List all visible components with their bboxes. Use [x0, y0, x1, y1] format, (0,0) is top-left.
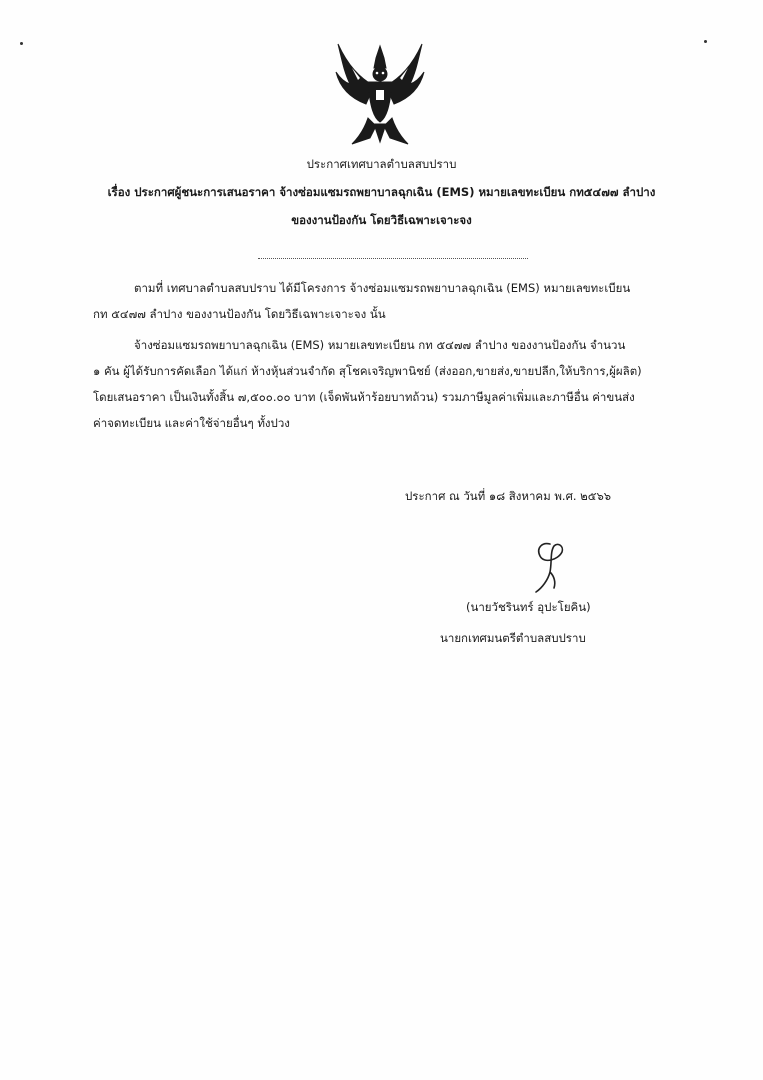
- subject-line-1: เรื่อง ประกาศผู้ชนะการเสนอราคา จ้างซ่อมแซมรถพยาบาลฉุกเฉิน (EMS) หมายเลขทะเบียน กท๕๔๗๗ ลำปาง: [107, 185, 656, 199]
- announce-date: ประกาศ ณ วันที่ ๑๘ สิงหาคม พ.ศ. ๒๕๖๖: [405, 489, 612, 503]
- paragraph-1-line-2: กท ๕๔๗๗ ลำปาง ของงานป้องกัน โดยวิธีเฉพาะเจาะจง นั้น: [93, 307, 386, 321]
- paragraph-1-line-1: ตามที่ เทศบาลตำบลสบปราบ ได้มีโครงการ จ้างซ่อมแซมรถพยาบาลฉุกเฉิน (EMS) หมายเลขทะเบียน: [134, 281, 631, 295]
- signature-icon: [528, 538, 578, 598]
- divider-line: [258, 258, 528, 259]
- document-header: ประกาศเทศบาลตำบลสบปราบ: [306, 157, 457, 171]
- paragraph-2-line-4: ค่าจดทะเบียน และค่าใช้จ่ายอื่นๆ ทั้งปวง: [93, 416, 290, 430]
- signer-name: (นายวัชรินทร์ อุปะโยคิน): [466, 600, 591, 614]
- signer-title: นายกเทศมนตรีตำบลสบปราบ: [440, 631, 586, 645]
- scan-speck: [704, 40, 707, 43]
- paragraph-2-line-3: โดยเสนอราคา เป็นเงินทั้งสิ้น ๗,๕๐๐.๐๐ บาท (เจ็ดพันห้าร้อยบาทถ้วน) รวมภาษีมูลค่าเพิ่มและภาษีอื่น ค่าขนส่ง: [93, 390, 635, 404]
- scan-speck: [20, 42, 23, 45]
- subject-line-2: ของงานป้องกัน โดยวิธีเฉพาะเจาะจง: [291, 213, 472, 227]
- paragraph-2-line-1: จ้างซ่อมแซมรถพยาบาลฉุกเฉิน (EMS) หมายเลขทะเบียน กท ๕๔๗๗ ลำปาง ของงานป้องกัน จำนวน: [134, 338, 626, 352]
- garuda-emblem-icon: [330, 38, 430, 148]
- paragraph-2-line-2: ๑ คัน ผู้ได้รับการคัดเลือก ได้แก่ ห้างหุ้นส่วนจำกัด สุโชคเจริญพานิชย์ (ส่งออก,ขายส่ง,ขายปลีก,ให้บริการ,ผู้ผลิต): [93, 364, 642, 378]
